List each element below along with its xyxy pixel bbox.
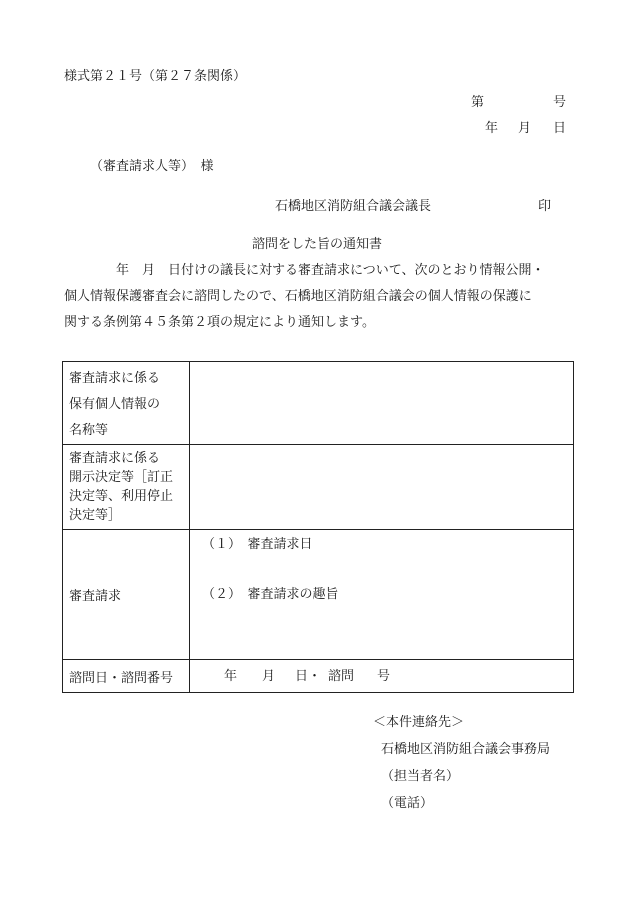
addressee: （審査請求人等） 様: [90, 159, 214, 174]
form-number: 様式第２１号（第２７条関係）: [64, 69, 247, 84]
inquiry-year: 年: [224, 669, 238, 684]
date-month: 月: [518, 121, 532, 136]
review-request-purpose-label: （２） 審査請求の趣旨: [202, 587, 339, 602]
contact-heading: ＜本件連絡先＞: [373, 715, 465, 730]
contact-person: （担当者名）: [381, 769, 460, 784]
table-row: [63, 362, 574, 445]
body-line-1: 年 月 日付けの議長に対する審査請求について、次のとおり情報公開・: [116, 263, 545, 278]
label-inquiry-cell: [63, 660, 190, 693]
date-year: 年: [485, 121, 499, 136]
seal-mark: 印: [538, 199, 552, 214]
field-personal-info-name[interactable]: [190, 362, 574, 445]
review-request-date-label: （１） 審査請求日: [202, 537, 313, 552]
contact-phone: （電話）: [381, 796, 434, 811]
date-day: 日: [553, 121, 567, 136]
body-line-3: 関する条例第４５条第２項の規定により通知します。: [64, 315, 375, 330]
label-review-request-cell: [63, 530, 190, 660]
label-disclosure-decision: 審査請求に係る 開示決定等［訂正 決定等、利用停止 決定等］: [63, 445, 190, 530]
field-disclosure-decision[interactable]: [190, 445, 574, 530]
doc-number-suffix: 号: [553, 95, 567, 110]
table-row: [63, 530, 574, 660]
label-review-request: 審査請求: [69, 589, 122, 604]
table-row: [63, 660, 574, 693]
body-paragraph: [64, 258, 576, 336]
table-row: [63, 445, 574, 530]
body-line-2: 個人情報保護審査会に諮問したので、石橋地区消防組合議会の個人情報の保護に: [64, 289, 532, 304]
notice-form-table: [62, 361, 574, 693]
label-personal-info-name: 審査請求に係る 保有個人情報の 名称等: [63, 362, 190, 445]
label-inquiry-date-number: 諮問日・諮問番号: [69, 670, 174, 686]
sender-title: 石橋地区消防組合議会議長: [275, 199, 432, 214]
field-inquiry-date-number[interactable]: [190, 660, 574, 693]
inquiry-month: 月: [262, 669, 276, 684]
field-review-request[interactable]: [190, 530, 574, 660]
inquiry-label: 諮問: [328, 669, 355, 684]
contact-office: 石橋地区消防組合議会事務局: [381, 742, 551, 757]
doc-number-prefix: 第: [471, 95, 485, 110]
document-title: 諮問をした旨の通知書: [252, 237, 383, 252]
inquiry-day: 日・: [295, 669, 322, 684]
inquiry-number-suffix: 号: [377, 669, 391, 684]
